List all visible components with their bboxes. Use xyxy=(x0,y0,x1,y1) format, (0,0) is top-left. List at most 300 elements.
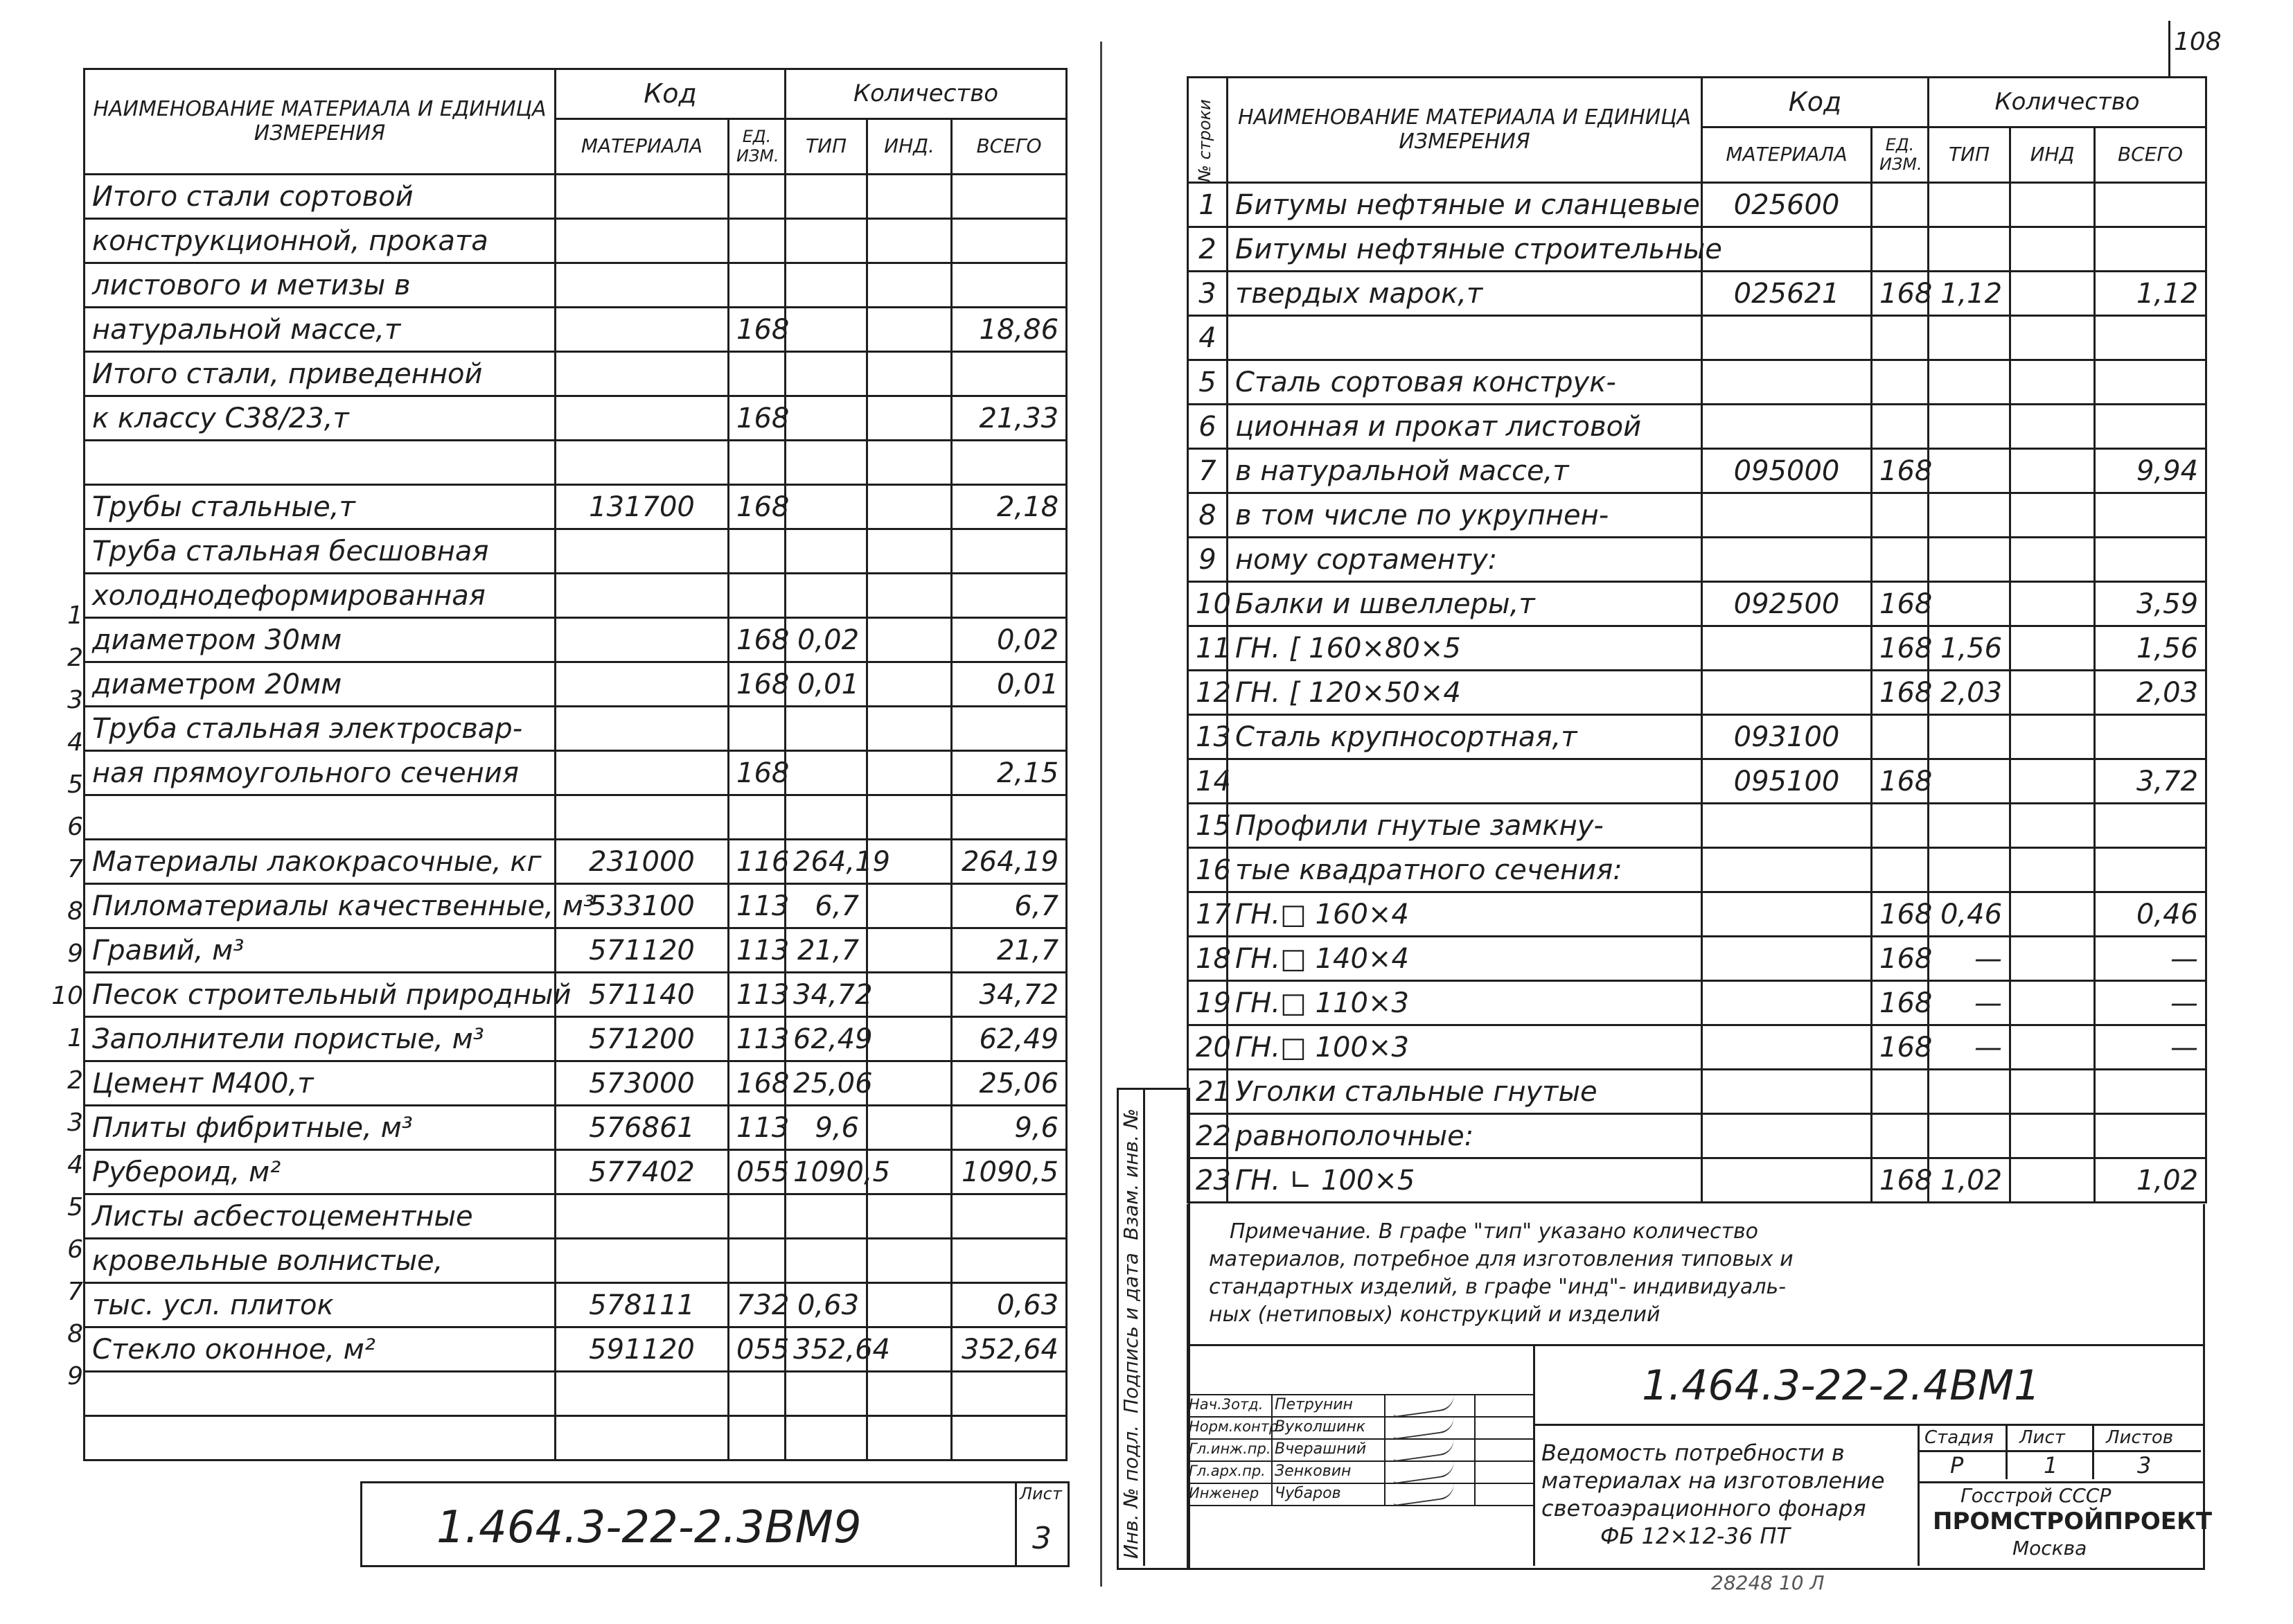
quantity-tip: — xyxy=(1929,981,2010,1025)
table-row xyxy=(1188,227,2206,272)
document-title-line: светоаэрационного фонаря xyxy=(1541,1495,1866,1521)
quantity-total xyxy=(2095,848,2206,892)
unit-code: 732 xyxy=(729,1283,786,1327)
note-line: стандартных изделий, в графе "инд"- индивидуаль- xyxy=(1209,1275,1787,1299)
row-number: 19 xyxy=(1188,981,1228,1025)
unit-code: 055 xyxy=(729,1327,786,1372)
material-code: 095100 xyxy=(1702,759,1872,804)
material-name: Балки и швеллеры,т xyxy=(1228,582,1702,626)
material-name: Труба стальная бесшовная xyxy=(85,529,556,574)
material-code xyxy=(556,396,729,441)
quantity-tip: 25,06 xyxy=(786,1061,867,1106)
quantity-tip xyxy=(1929,848,2010,892)
quantity-tip xyxy=(786,574,867,618)
row-number: 9 xyxy=(1188,538,1228,582)
quantity-tip: 34,72 xyxy=(786,973,867,1017)
quantity-total xyxy=(952,795,1067,840)
unit-code xyxy=(1872,227,1929,272)
quantity-total xyxy=(2095,715,2206,759)
quantity-total xyxy=(952,1194,1067,1239)
material-code xyxy=(1702,981,1872,1025)
table-row xyxy=(85,441,1067,485)
material-code xyxy=(1702,626,1872,671)
quantity-tip xyxy=(1929,183,2010,227)
quantity-ind xyxy=(2010,804,2095,848)
row-number: 17 xyxy=(1188,892,1228,937)
unit-code xyxy=(729,574,786,618)
quantity-total: 21,33 xyxy=(952,396,1067,441)
material-code xyxy=(556,751,729,795)
quantity-total xyxy=(952,1372,1067,1416)
row-number: 16 xyxy=(1188,848,1228,892)
row-number: 13 xyxy=(1188,715,1228,759)
header-material: МАТЕРИАЛА xyxy=(1702,127,1872,183)
unit-code xyxy=(729,219,786,263)
quantity-ind xyxy=(867,662,952,707)
margin-row-number: 9 xyxy=(67,1362,83,1391)
material-code xyxy=(556,707,729,751)
quantity-tip xyxy=(786,707,867,751)
unit-code: 055 xyxy=(729,1150,786,1194)
margin-row-number: 1 xyxy=(67,601,83,630)
quantity-ind xyxy=(2010,626,2095,671)
quantity-total: 0,02 xyxy=(952,618,1067,662)
quantity-ind xyxy=(867,707,952,751)
material-name: в том числе по укрупнен- xyxy=(1228,493,1702,538)
row-number: 10 xyxy=(1188,582,1228,626)
material-code: 578111 xyxy=(556,1283,729,1327)
material-name xyxy=(85,441,556,485)
stadia-grid-vline-2 xyxy=(2092,1424,2094,1479)
unit-code: 113 xyxy=(729,928,786,973)
material-name: Трубы стальные,т xyxy=(85,485,556,529)
material-code xyxy=(1702,1158,1872,1203)
quantity-total: 34,72 xyxy=(952,973,1067,1017)
left-material-table xyxy=(83,68,1068,1461)
row-number: 18 xyxy=(1188,937,1228,981)
unit-code xyxy=(1872,183,1929,227)
unit-code xyxy=(1872,405,1929,449)
stadia-value: Р xyxy=(1950,1452,1964,1479)
organization-line: ПРОМСТРОЙПРОЕКТ xyxy=(1933,1508,2213,1535)
table-row xyxy=(1188,759,2206,804)
row-number: 2 xyxy=(1188,227,1228,272)
quantity-tip: 1,02 xyxy=(1929,1158,2010,1203)
quantity-total: — xyxy=(2095,1025,2206,1070)
table-row xyxy=(1188,582,2206,626)
quantity-tip xyxy=(1929,1114,2010,1158)
quantity-ind xyxy=(2010,671,2095,715)
material-name: кровельные волнистые, xyxy=(85,1239,556,1283)
organization-line: Госстрой СССР xyxy=(1960,1484,2111,1507)
unit-code xyxy=(729,1239,786,1283)
unit-code xyxy=(729,529,786,574)
header-row-number xyxy=(1188,78,1228,183)
quantity-total: 352,64 xyxy=(952,1327,1067,1372)
material-name: ГН.□ 160×4 xyxy=(1228,892,1702,937)
material-code xyxy=(556,618,729,662)
unit-code: 168 xyxy=(1872,759,1929,804)
material-name: Рубероид, м² xyxy=(85,1150,556,1194)
table-row xyxy=(85,1106,1067,1150)
material-code: 025600 xyxy=(1702,183,1872,227)
row-number: 14 xyxy=(1188,759,1228,804)
quantity-ind xyxy=(2010,449,2095,493)
table-row xyxy=(1188,316,2206,360)
material-name: Заполнители пористые, м³ xyxy=(85,1017,556,1061)
table-row xyxy=(1188,449,2206,493)
material-code xyxy=(1702,1114,1872,1158)
material-code: 573000 xyxy=(556,1061,729,1106)
unit-code xyxy=(729,795,786,840)
material-name: Труба стальная электросвар- xyxy=(85,707,556,751)
quantity-tip xyxy=(1929,493,2010,538)
quantity-total: 1,02 xyxy=(2095,1158,2206,1203)
material-code: 131700 xyxy=(556,485,729,529)
quantity-ind xyxy=(867,1061,952,1106)
header-kod: Код xyxy=(556,69,786,119)
material-code: 231000 xyxy=(556,840,729,884)
unit-code xyxy=(1872,715,1929,759)
quantity-ind xyxy=(867,618,952,662)
table-row xyxy=(1188,804,2206,848)
table-row xyxy=(85,308,1067,352)
material-name: Цемент М400,т xyxy=(85,1061,556,1106)
table-row xyxy=(1188,1070,2206,1114)
material-code xyxy=(556,308,729,352)
quantity-ind xyxy=(2010,272,2095,316)
table-row xyxy=(1188,538,2206,582)
row-number: 1 xyxy=(1188,183,1228,227)
quantity-tip: 1,56 xyxy=(1929,626,2010,671)
material-name: Гравий, м³ xyxy=(85,928,556,973)
material-name xyxy=(1228,759,1702,804)
material-name: холоднодеформированная xyxy=(85,574,556,618)
quantity-total: 62,49 xyxy=(952,1017,1067,1061)
table-row xyxy=(1188,272,2206,316)
quantity-tip xyxy=(1929,804,2010,848)
material-code: 093100 xyxy=(1702,715,1872,759)
quantity-ind xyxy=(867,574,952,618)
row-number: 8 xyxy=(1188,493,1228,538)
quantity-total: 1090,5 xyxy=(952,1150,1067,1194)
table-row xyxy=(1188,892,2206,937)
material-code xyxy=(556,662,729,707)
material-name: ГН.□ 100×3 xyxy=(1228,1025,1702,1070)
unit-code: 168 xyxy=(729,1061,786,1106)
signature-row-line xyxy=(1187,1505,1533,1506)
material-name: к классу С38/23,т xyxy=(85,396,556,441)
quantity-tip xyxy=(786,352,867,396)
signature-name: Вуколшинк xyxy=(1275,1418,1366,1436)
quantity-total xyxy=(2095,804,2206,848)
row-number: 6 xyxy=(1188,405,1228,449)
material-code xyxy=(1702,1070,1872,1114)
quantity-ind xyxy=(867,795,952,840)
table-row xyxy=(1188,715,2206,759)
material-code: 577402 xyxy=(556,1150,729,1194)
quantity-ind xyxy=(2010,183,2095,227)
signature-row-line xyxy=(1187,1394,1533,1395)
material-name: Итого стали сортовой xyxy=(85,175,556,219)
quantity-total: 1,56 xyxy=(2095,626,2206,671)
quantity-tip xyxy=(786,219,867,263)
left-stamp-sheet-number: 3 xyxy=(1032,1521,1052,1556)
quantity-tip: 0,46 xyxy=(1929,892,2010,937)
signature-row-line xyxy=(1187,1438,1533,1440)
organization-line: Москва xyxy=(2012,1537,2087,1560)
material-code xyxy=(1702,360,1872,405)
material-code xyxy=(1702,1025,1872,1070)
row-number: 3 xyxy=(1188,272,1228,316)
quantity-ind xyxy=(2010,405,2095,449)
unit-code: 168 xyxy=(1872,937,1929,981)
quantity-tip xyxy=(1929,715,2010,759)
table-row xyxy=(85,1372,1067,1416)
quantity-ind xyxy=(867,1106,952,1150)
material-code: 571120 xyxy=(556,928,729,973)
margin-row-number: 1 xyxy=(67,1024,83,1052)
material-name: ГН. [ 120×50×4 xyxy=(1228,671,1702,715)
unit-code: 168 xyxy=(1872,626,1929,671)
signature-name: Чубаров xyxy=(1275,1485,1341,1502)
table-row xyxy=(1188,493,2206,538)
quantity-total xyxy=(2095,1070,2206,1114)
signature-col-line xyxy=(1384,1394,1385,1505)
quantity-tip xyxy=(1929,316,2010,360)
material-code xyxy=(556,574,729,618)
material-name: ционная и прокат листовой xyxy=(1228,405,1702,449)
material-name: Материалы лакокрасочные, кг xyxy=(85,840,556,884)
material-code xyxy=(1702,538,1872,582)
unit-code: 168 xyxy=(729,618,786,662)
material-code xyxy=(556,1194,729,1239)
table-row xyxy=(85,352,1067,396)
material-code xyxy=(1702,405,1872,449)
title-block-vline xyxy=(1533,1344,1535,1566)
material-name: Пиломатериалы качественные, м³ xyxy=(85,884,556,928)
table-row xyxy=(85,485,1067,529)
quantity-tip: 9,6 xyxy=(786,1106,867,1150)
quantity-total: — xyxy=(2095,981,2206,1025)
material-code xyxy=(556,263,729,308)
margin-row-number: 6 xyxy=(67,813,83,841)
margin-row-number: 2 xyxy=(67,644,83,672)
quantity-tip xyxy=(786,1239,867,1283)
unit-code xyxy=(1872,360,1929,405)
listov-value: 3 xyxy=(2137,1452,2152,1479)
margin-row-number: 7 xyxy=(67,855,83,883)
quantity-tip: 352,64 xyxy=(786,1327,867,1372)
side-stamp-divider-1 xyxy=(1143,1088,1145,1566)
header-name: НАИМЕНОВАНИЕ МАТЕРИАЛА И ЕДИНИЦА ИЗМЕРЕНИЯ xyxy=(1228,78,1702,183)
row-number: 5 xyxy=(1188,360,1228,405)
material-name: Битумы нефтяные строительные xyxy=(1228,227,1702,272)
material-name xyxy=(85,795,556,840)
material-name: ному сортаменту: xyxy=(1228,538,1702,582)
quantity-tip: 0,01 xyxy=(786,662,867,707)
quantity-total xyxy=(952,219,1067,263)
material-code: 095000 xyxy=(1702,449,1872,493)
header-row-number-text: № строки xyxy=(1195,99,1214,182)
quantity-total: 25,06 xyxy=(952,1061,1067,1106)
quantity-ind xyxy=(2010,493,2095,538)
note-line: материалов, потребное для изготовления типовых и xyxy=(1209,1247,1794,1271)
table-row xyxy=(85,396,1067,441)
unit-code xyxy=(729,1194,786,1239)
quantity-ind xyxy=(867,396,952,441)
margin-row-number: 4 xyxy=(67,1151,83,1179)
quantity-tip xyxy=(786,485,867,529)
header-material: МАТЕРИАЛА xyxy=(556,119,729,175)
signature-row-line xyxy=(1187,1483,1533,1484)
material-code xyxy=(556,219,729,263)
quantity-ind xyxy=(2010,1025,2095,1070)
quantity-tip: 0,63 xyxy=(786,1283,867,1327)
quantity-total xyxy=(952,574,1067,618)
quantity-ind xyxy=(2010,1114,2095,1158)
quantity-ind xyxy=(2010,316,2095,360)
table-row xyxy=(85,1239,1067,1283)
material-name: диаметром 20мм xyxy=(85,662,556,707)
table-row xyxy=(85,1416,1067,1460)
table-row xyxy=(1188,626,2206,671)
listov-label: Листов xyxy=(2106,1427,2174,1448)
material-name: Итого стали, приведенной xyxy=(85,352,556,396)
material-name: тыс. усл. плиток xyxy=(85,1283,556,1327)
unit-code xyxy=(1872,538,1929,582)
material-code xyxy=(556,795,729,840)
quantity-ind xyxy=(867,1372,952,1416)
quantity-ind xyxy=(867,751,952,795)
material-code xyxy=(556,441,729,485)
material-name: Сталь крупносортная,т xyxy=(1228,715,1702,759)
quantity-tip xyxy=(1929,538,2010,582)
left-stamp-code: 1.464.3-22-2.3ВМ9 xyxy=(436,1502,862,1553)
header-vsego: ВСЕГО xyxy=(2095,127,2206,183)
material-name: равнополочные: xyxy=(1228,1114,1702,1158)
quantity-tip xyxy=(786,308,867,352)
note-line: ных (нетиповых) конструкций и изделий xyxy=(1209,1303,1661,1327)
unit-code: 168 xyxy=(1872,582,1929,626)
material-name: Песок строительный природный xyxy=(85,973,556,1017)
unit-code: 113 xyxy=(729,1017,786,1061)
quantity-tip xyxy=(786,441,867,485)
document-title-line: Ведомость потребности в xyxy=(1541,1440,1845,1466)
quantity-total: 0,46 xyxy=(2095,892,2206,937)
material-code xyxy=(1702,848,1872,892)
material-code xyxy=(1702,892,1872,937)
row-number: 21 xyxy=(1188,1070,1228,1114)
material-code: 571140 xyxy=(556,973,729,1017)
side-stamp-inv-podl: Инв. № подл. xyxy=(1119,1424,1142,1559)
table-row xyxy=(1188,671,2206,715)
material-code: 591120 xyxy=(556,1327,729,1372)
margin-row-number: 4 xyxy=(67,728,83,757)
table-row xyxy=(85,263,1067,308)
material-name: Листы асбестоцементные xyxy=(85,1194,556,1239)
unit-code: 168 xyxy=(729,396,786,441)
quantity-ind xyxy=(867,884,952,928)
quantity-tip xyxy=(786,795,867,840)
material-code xyxy=(1702,804,1872,848)
quantity-tip xyxy=(786,175,867,219)
material-name xyxy=(1228,316,1702,360)
table-row xyxy=(85,884,1067,928)
signature-col-line xyxy=(1271,1394,1273,1505)
material-name: Битумы нефтяные и сланцевые xyxy=(1228,183,1702,227)
header-ed-izm: ЕД. ИЗМ. xyxy=(729,119,786,175)
material-code xyxy=(1702,316,1872,360)
quantity-tip: 6,7 xyxy=(786,884,867,928)
table-row xyxy=(85,1150,1067,1194)
note-line: Примечание. В графе "тип" указано количество xyxy=(1230,1219,1759,1244)
table-row xyxy=(85,707,1067,751)
quantity-total: — xyxy=(2095,937,2206,981)
quantity-tip xyxy=(786,1372,867,1416)
material-name: ГН. ∟ 100×5 xyxy=(1228,1158,1702,1203)
material-name: ГН.□ 110×3 xyxy=(1228,981,1702,1025)
quantity-total xyxy=(2095,183,2206,227)
margin-row-number: 2 xyxy=(67,1066,83,1095)
quantity-tip: 264,19 xyxy=(786,840,867,884)
signature-role: Гл.инж.пр. xyxy=(1189,1440,1271,1457)
table-row xyxy=(85,1283,1067,1327)
quantity-total xyxy=(2095,405,2206,449)
signature-col-line xyxy=(1474,1394,1476,1505)
unit-code xyxy=(729,175,786,219)
table-row xyxy=(85,529,1067,574)
quantity-total: 3,72 xyxy=(2095,759,2206,804)
header-tip: ТИП xyxy=(1929,127,2010,183)
signature-name: Вчерашний xyxy=(1275,1440,1367,1458)
table-row xyxy=(1188,848,2206,892)
table-row xyxy=(1188,1158,2206,1203)
table-row xyxy=(1188,1114,2206,1158)
unit-code: 113 xyxy=(729,1106,786,1150)
row-number: 11 xyxy=(1188,626,1228,671)
signature-role: Инженер xyxy=(1189,1485,1259,1501)
material-code xyxy=(556,352,729,396)
unit-code xyxy=(729,1416,786,1460)
unit-code xyxy=(729,263,786,308)
material-code: 092500 xyxy=(1702,582,1872,626)
header-ind: ИНД xyxy=(2010,127,2095,183)
quantity-ind xyxy=(2010,759,2095,804)
quantity-tip xyxy=(1929,227,2010,272)
margin-row-number: 5 xyxy=(67,770,83,799)
quantity-ind xyxy=(867,441,952,485)
header-tip: ТИП xyxy=(786,119,867,175)
quantity-tip: 2,03 xyxy=(1929,671,2010,715)
right-material-table xyxy=(1187,76,2207,1203)
quantity-tip xyxy=(1929,582,2010,626)
table-row xyxy=(85,1017,1067,1061)
quantity-tip: — xyxy=(1929,937,2010,981)
unit-code: 113 xyxy=(729,973,786,1017)
quantity-total: 9,6 xyxy=(952,1106,1067,1150)
material-code: 576861 xyxy=(556,1106,729,1150)
quantity-total xyxy=(952,529,1067,574)
row-number: 22 xyxy=(1188,1114,1228,1158)
quantity-total xyxy=(952,263,1067,308)
unit-code xyxy=(1872,493,1929,538)
material-code xyxy=(556,1372,729,1416)
unit-code: 168 xyxy=(729,308,786,352)
footer-mark: 28248 10 Л xyxy=(1711,1571,1825,1594)
quantity-total xyxy=(2095,538,2206,582)
material-code xyxy=(1702,227,1872,272)
